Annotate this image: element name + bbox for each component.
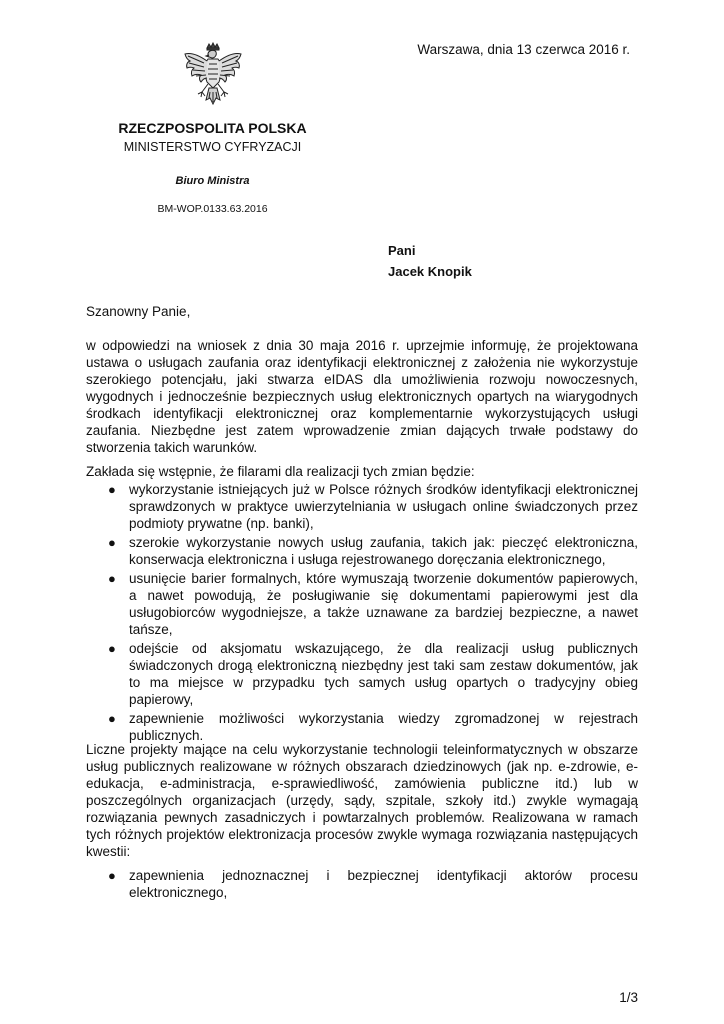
page-number: 1/3 — [619, 990, 638, 1005]
bullet-icon: ● — [108, 535, 116, 550]
reference-number: BM-WOP.0133.63.2016 — [157, 203, 268, 215]
bullet-icon: ● — [108, 868, 116, 883]
paragraph-1: w odpowiedzi na wniosek z dnia 30 maja 2016 r. uprzejmie informuję, że projektowana ustawa o usługach zaufania oraz identyfikacji elektronicznej z założenia nie wykorzystuje szerokiego potencjału, jaki stwarza eIDAS dla umożliwienia rozwoju nowoczesnych, wygodnych i jednocześnie bezpiecznych usług elektronicznych opartych na wiarygodnych środkach identyfikacji elektronicznej oraz komplementarnie wykorzystujących usługi zaufania. Niezbędne jest zatem wprowadzenie zmian dających trwałe podstawy do stworzenia takich warunków. — [86, 338, 638, 455]
republic-name: RZECZPOSPOLITA POLSKA — [118, 120, 307, 136]
recipient-salutation: Pani — [388, 243, 416, 258]
list-item-text: zapewnienia jednoznacznej i bezpiecznej identyfikacji aktorów procesu elektronicznego, — [129, 868, 638, 900]
bullet-icon: ● — [108, 711, 116, 726]
list-item — [86, 570, 638, 638]
pillars-list — [86, 481, 638, 746]
list-item — [86, 640, 638, 708]
bullet-icon: ● — [108, 571, 116, 586]
list-item-text: usunięcie barier formalnych, które wymuszają tworzenie dokumentów papierowych, a nawet powodują, że posługiwanie się dokumentami papierowymi jest dla usługobiorców wygodniejsze, a także uznawane za bardziej bezpieczne, a nawet tańsze, — [129, 571, 638, 637]
list-item-text: wykorzystanie istniejących już w Polsce różnych środków identyfikacji elektronicznej sprawdzonych w praktyce uwierzytelniania w usługach online świadczonych przez podmioty prywatne (np. banki), — [129, 482, 638, 531]
bullet-icon: ● — [108, 482, 116, 497]
recipient-name: Jacek Knopik — [388, 264, 472, 279]
list-item — [86, 481, 638, 532]
list-item — [86, 534, 638, 568]
list-item-text: odejście od aksjomatu wskazującego, że dla realizacji usług publicznych świadczonych drogą elektroniczną niezbędny jest taki sam zestaw dokumentów, jak to ma miejsce w przypadku tych samych usług opartych o tradycyjny obieg papierowy, — [129, 641, 638, 707]
ministry-name: MINISTERSTWO CYFRYZACJI — [123, 140, 302, 154]
polish-eagle-emblem-icon — [182, 42, 244, 110]
place-and-date: Warszawa, dnia 13 czerwca 2016 r. — [417, 42, 630, 57]
list-item-text: szerokie wykorzystanie nowych usług zaufania, takich jak: pieczęć elektroniczna, konserwacja elektroniczna i usługa rejestrowanego doręczania elektronicznego, — [129, 535, 638, 567]
paragraph-2: Zakłada się wstępnie, że filarami dla realizacji tych zmian będzie: — [86, 464, 475, 479]
paragraph-3: Liczne projekty mające na celu wykorzystanie technologii teleinformatycznych w obszarze usług publicznych realizowane w różnych obszarach dziedzinowych (jak np. e-zdrowie, e-edukacja, e-administracja, e-sprawiedliwość, zamówienia publiczne itd.) lub w poszczególnych organizacjach (urzędy, sądy, szpitale, szkoły itd.) zwykle wymagają rozwiązania pewnych zasadniczych i powtarzalnych problemów. Realizowana w ramach tych różnych projektów elektronizacja procesów zwykle wymaga rozwiązania następujących kwestii: — [86, 742, 638, 859]
list-item — [86, 710, 638, 744]
issues-list — [86, 867, 638, 903]
list-item-text: zapewnienie możliwości wykorzystania wiedzy zgromadzonej w rejestrach publicznych. — [129, 711, 638, 743]
office-name: Biuro Ministra — [175, 175, 250, 187]
list-item — [86, 867, 638, 901]
bullet-icon: ● — [108, 641, 116, 656]
letter-greeting: Szanowny Panie, — [86, 304, 191, 319]
